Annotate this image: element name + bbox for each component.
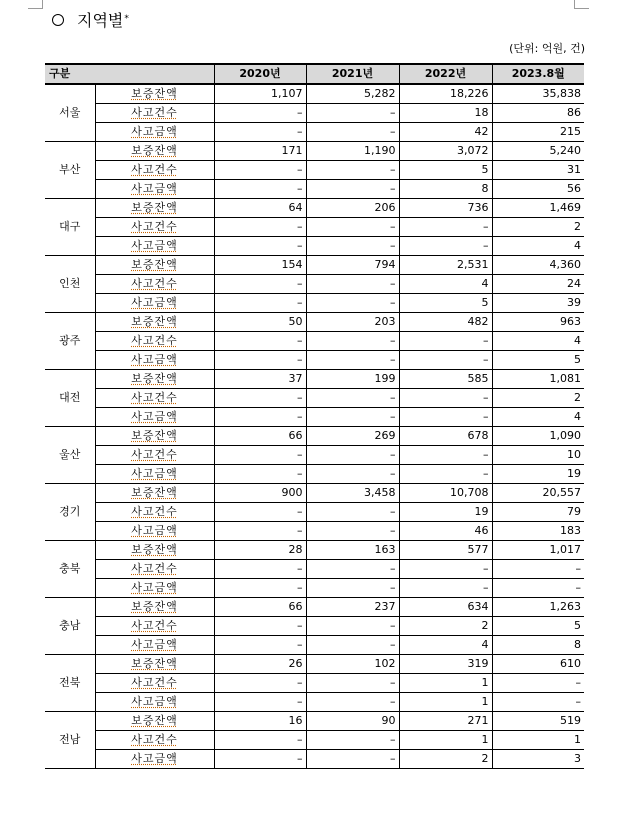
value-cell: – xyxy=(399,465,492,484)
value-cell: – xyxy=(399,237,492,256)
row-label xyxy=(95,256,214,275)
value-cell: 42 xyxy=(399,123,492,142)
table-row xyxy=(45,655,584,674)
bullet-circle-icon xyxy=(52,14,64,26)
table-row xyxy=(45,446,584,465)
row-label-text: 사고건수 xyxy=(131,106,178,119)
row-label xyxy=(95,465,214,484)
value-cell: 28 xyxy=(214,541,306,560)
table-row xyxy=(45,123,584,142)
row-label-text: 보증잔액 xyxy=(131,429,178,442)
table-row xyxy=(45,617,584,636)
row-label xyxy=(95,218,214,237)
value-cell: – xyxy=(214,237,306,256)
row-label xyxy=(95,84,214,104)
value-cell: 577 xyxy=(399,541,492,560)
value-cell: – xyxy=(306,180,399,199)
table-row xyxy=(45,275,584,294)
value-cell: – xyxy=(306,275,399,294)
header-2021: 2021년 xyxy=(306,64,399,84)
value-cell: 8 xyxy=(399,180,492,199)
value-cell: – xyxy=(306,617,399,636)
regional-data-table xyxy=(45,63,584,769)
value-cell: 1,081 xyxy=(492,370,584,389)
value-cell: 199 xyxy=(306,370,399,389)
value-cell: 37 xyxy=(214,370,306,389)
value-cell: – xyxy=(214,674,306,693)
row-label-text: 사고건수 xyxy=(131,676,178,689)
value-cell: 66 xyxy=(214,427,306,446)
value-cell: – xyxy=(306,560,399,579)
footnote-mark: * xyxy=(124,14,129,24)
value-cell: – xyxy=(399,389,492,408)
value-cell: – xyxy=(214,731,306,750)
value-cell: 18 xyxy=(399,104,492,123)
value-cell: 183 xyxy=(492,522,584,541)
row-label-text: 보증잔액 xyxy=(131,543,178,556)
value-cell: – xyxy=(306,693,399,712)
row-label-text: 사고금액 xyxy=(131,467,178,480)
row-label xyxy=(95,484,214,503)
row-label xyxy=(95,142,214,161)
value-cell: – xyxy=(214,636,306,655)
region-name: 전남 xyxy=(45,712,95,769)
row-label xyxy=(95,731,214,750)
row-label-text: 사고금액 xyxy=(131,752,178,765)
value-cell: 1 xyxy=(399,674,492,693)
value-cell: 1,190 xyxy=(306,142,399,161)
value-cell: 3,072 xyxy=(399,142,492,161)
row-label xyxy=(95,408,214,427)
row-label xyxy=(95,123,214,142)
value-cell: 8 xyxy=(492,636,584,655)
row-label xyxy=(95,712,214,731)
row-label-text: 사고건수 xyxy=(131,505,178,518)
value-cell: 319 xyxy=(399,655,492,674)
value-cell: – xyxy=(492,579,584,598)
region-name: 서울 xyxy=(45,84,95,142)
row-label xyxy=(95,161,214,180)
table-row xyxy=(45,351,584,370)
table-row xyxy=(45,731,584,750)
value-cell: 5 xyxy=(492,351,584,370)
value-cell: 4 xyxy=(399,275,492,294)
value-cell: – xyxy=(306,294,399,313)
value-cell: 31 xyxy=(492,161,584,180)
row-label-text: 사고금액 xyxy=(131,410,178,423)
row-label xyxy=(95,275,214,294)
value-cell: – xyxy=(214,161,306,180)
region-name: 인천 xyxy=(45,256,95,313)
value-cell: – xyxy=(306,522,399,541)
value-cell: – xyxy=(306,332,399,351)
section-title xyxy=(52,8,129,31)
table-row xyxy=(45,332,584,351)
region-name: 부산 xyxy=(45,142,95,199)
section-title-text: 지역별 xyxy=(77,11,124,30)
value-cell: 736 xyxy=(399,199,492,218)
value-cell: 519 xyxy=(492,712,584,731)
value-cell: – xyxy=(306,351,399,370)
row-label xyxy=(95,579,214,598)
value-cell: 5,240 xyxy=(492,142,584,161)
table-row xyxy=(45,484,584,503)
value-cell: – xyxy=(214,465,306,484)
value-cell: 19 xyxy=(492,465,584,484)
row-label-text: 사고건수 xyxy=(131,733,178,746)
table-header-row xyxy=(45,64,584,84)
row-label-text: 사고금액 xyxy=(131,125,178,138)
header-category: 구분 xyxy=(45,64,214,84)
value-cell: 1,090 xyxy=(492,427,584,446)
value-cell: – xyxy=(214,693,306,712)
region-name: 충북 xyxy=(45,541,95,598)
value-cell: – xyxy=(214,522,306,541)
value-cell: 1,469 xyxy=(492,199,584,218)
value-cell: – xyxy=(306,750,399,769)
region-name: 대전 xyxy=(45,370,95,427)
value-cell: – xyxy=(492,674,584,693)
value-cell: – xyxy=(214,408,306,427)
value-cell: – xyxy=(399,218,492,237)
table-row xyxy=(45,408,584,427)
value-cell: – xyxy=(399,408,492,427)
value-cell: – xyxy=(306,104,399,123)
row-label-text: 사고건수 xyxy=(131,619,178,632)
row-label xyxy=(95,294,214,313)
value-cell: – xyxy=(214,617,306,636)
table-row xyxy=(45,750,584,769)
value-cell: 269 xyxy=(306,427,399,446)
value-cell: 4 xyxy=(399,636,492,655)
value-cell: – xyxy=(306,389,399,408)
value-cell: – xyxy=(214,123,306,142)
value-cell: – xyxy=(399,332,492,351)
value-cell: 3,458 xyxy=(306,484,399,503)
row-label-text: 사고금액 xyxy=(131,296,178,309)
table-body xyxy=(45,84,584,769)
value-cell: 90 xyxy=(306,712,399,731)
table-row xyxy=(45,693,584,712)
table-row xyxy=(45,598,584,617)
row-label xyxy=(95,313,214,332)
region-name: 대구 xyxy=(45,199,95,256)
value-cell: 2 xyxy=(399,750,492,769)
page-corner-mark-right xyxy=(574,0,589,9)
value-cell: 56 xyxy=(492,180,584,199)
row-label xyxy=(95,503,214,522)
table-row xyxy=(45,104,584,123)
value-cell: 79 xyxy=(492,503,584,522)
row-label-text: 사고금액 xyxy=(131,239,178,252)
value-cell: – xyxy=(306,731,399,750)
row-label xyxy=(95,446,214,465)
value-cell: – xyxy=(214,750,306,769)
value-cell: – xyxy=(306,503,399,522)
row-label xyxy=(95,332,214,351)
header-2023-aug: 2023.8월 xyxy=(492,64,584,84)
value-cell: 794 xyxy=(306,256,399,275)
row-label-text: 보증잔액 xyxy=(131,372,178,385)
value-cell: 10,708 xyxy=(399,484,492,503)
row-label xyxy=(95,351,214,370)
table-row xyxy=(45,180,584,199)
table-row xyxy=(45,161,584,180)
table-row xyxy=(45,427,584,446)
value-cell: – xyxy=(399,579,492,598)
value-cell: 3 xyxy=(492,750,584,769)
value-cell: – xyxy=(306,218,399,237)
table-row xyxy=(45,522,584,541)
table-row xyxy=(45,142,584,161)
region-name: 경기 xyxy=(45,484,95,541)
region-name: 광주 xyxy=(45,313,95,370)
row-label-text: 사고건수 xyxy=(131,334,178,347)
value-cell: 1 xyxy=(399,731,492,750)
row-label-text: 사고금액 xyxy=(131,353,178,366)
value-cell: 5 xyxy=(492,617,584,636)
value-cell: – xyxy=(214,218,306,237)
table-row xyxy=(45,560,584,579)
row-label xyxy=(95,560,214,579)
value-cell: 163 xyxy=(306,541,399,560)
table-row xyxy=(45,503,584,522)
value-cell: – xyxy=(214,579,306,598)
value-cell: 610 xyxy=(492,655,584,674)
unit-note: (단위: 억원, 건) xyxy=(509,42,585,55)
row-label xyxy=(95,237,214,256)
value-cell: – xyxy=(214,104,306,123)
table-row xyxy=(45,294,584,313)
row-label-text: 사고건수 xyxy=(131,220,178,233)
table-row xyxy=(45,84,584,104)
table-row xyxy=(45,674,584,693)
header-2022: 2022년 xyxy=(399,64,492,84)
value-cell: 35,838 xyxy=(492,84,584,104)
row-label-text: 보증잔액 xyxy=(131,87,178,100)
value-cell: 102 xyxy=(306,655,399,674)
value-cell: 4,360 xyxy=(492,256,584,275)
value-cell: 5,282 xyxy=(306,84,399,104)
table-row xyxy=(45,199,584,218)
row-label-text: 사고금액 xyxy=(131,182,178,195)
value-cell: 4 xyxy=(492,237,584,256)
row-label-text: 보증잔액 xyxy=(131,201,178,214)
value-cell: 5 xyxy=(399,161,492,180)
row-label xyxy=(95,427,214,446)
table-row xyxy=(45,389,584,408)
value-cell: 963 xyxy=(492,313,584,332)
row-label xyxy=(95,370,214,389)
table-row xyxy=(45,256,584,275)
value-cell: 2 xyxy=(399,617,492,636)
row-label xyxy=(95,199,214,218)
value-cell: 39 xyxy=(492,294,584,313)
page-corner-mark-left xyxy=(28,0,43,9)
table-row xyxy=(45,579,584,598)
value-cell: – xyxy=(399,446,492,465)
row-label xyxy=(95,598,214,617)
row-label xyxy=(95,617,214,636)
value-cell: – xyxy=(214,180,306,199)
value-cell: – xyxy=(214,332,306,351)
value-cell: 271 xyxy=(399,712,492,731)
row-label-text: 보증잔액 xyxy=(131,258,178,271)
value-cell: 678 xyxy=(399,427,492,446)
value-cell: 19 xyxy=(399,503,492,522)
row-label-text: 보증잔액 xyxy=(131,486,178,499)
row-label xyxy=(95,541,214,560)
row-label xyxy=(95,180,214,199)
value-cell: – xyxy=(306,636,399,655)
row-label xyxy=(95,693,214,712)
value-cell: 86 xyxy=(492,104,584,123)
table-row xyxy=(45,712,584,731)
row-label xyxy=(95,104,214,123)
row-label-text: 사고건수 xyxy=(131,448,178,461)
region-name: 울산 xyxy=(45,427,95,484)
value-cell: 2,531 xyxy=(399,256,492,275)
value-cell: 5 xyxy=(399,294,492,313)
value-cell: 46 xyxy=(399,522,492,541)
value-cell: 2 xyxy=(492,218,584,237)
value-cell: 154 xyxy=(214,256,306,275)
value-cell: 64 xyxy=(214,199,306,218)
row-label xyxy=(95,389,214,408)
value-cell: 1 xyxy=(492,731,584,750)
row-label xyxy=(95,522,214,541)
row-label-text: 보증잔액 xyxy=(131,714,178,727)
value-cell: 1,263 xyxy=(492,598,584,617)
header-2020: 2020년 xyxy=(214,64,306,84)
value-cell: – xyxy=(214,351,306,370)
row-label-text: 사고건수 xyxy=(131,163,178,176)
value-cell: – xyxy=(306,161,399,180)
row-label-text: 보증잔액 xyxy=(131,657,178,670)
value-cell: 10 xyxy=(492,446,584,465)
value-cell: – xyxy=(214,560,306,579)
value-cell: – xyxy=(492,693,584,712)
row-label xyxy=(95,655,214,674)
value-cell: 24 xyxy=(492,275,584,294)
value-cell: 26 xyxy=(214,655,306,674)
value-cell: – xyxy=(306,123,399,142)
value-cell: – xyxy=(214,275,306,294)
value-cell: 206 xyxy=(306,199,399,218)
value-cell: 4 xyxy=(492,332,584,351)
row-label-text: 사고금액 xyxy=(131,524,178,537)
value-cell: 2 xyxy=(492,389,584,408)
value-cell: 1,107 xyxy=(214,84,306,104)
value-cell: 1 xyxy=(399,693,492,712)
value-cell: 237 xyxy=(306,598,399,617)
value-cell: 1,017 xyxy=(492,541,584,560)
value-cell: – xyxy=(306,465,399,484)
value-cell: 50 xyxy=(214,313,306,332)
value-cell: – xyxy=(214,446,306,465)
value-cell: – xyxy=(492,560,584,579)
value-cell: 900 xyxy=(214,484,306,503)
row-label-text: 사고금액 xyxy=(131,695,178,708)
row-label xyxy=(95,674,214,693)
value-cell: – xyxy=(399,351,492,370)
value-cell: 16 xyxy=(214,712,306,731)
table-row xyxy=(45,370,584,389)
value-cell: – xyxy=(306,674,399,693)
value-cell: 18,226 xyxy=(399,84,492,104)
table-row xyxy=(45,465,584,484)
value-cell: 171 xyxy=(214,142,306,161)
value-cell: 634 xyxy=(399,598,492,617)
value-cell: 20,557 xyxy=(492,484,584,503)
row-label-text: 보증잔액 xyxy=(131,600,178,613)
value-cell: 482 xyxy=(399,313,492,332)
value-cell: 203 xyxy=(306,313,399,332)
region-name: 전북 xyxy=(45,655,95,712)
table-row xyxy=(45,218,584,237)
table-row xyxy=(45,313,584,332)
row-label-text: 보증잔액 xyxy=(131,144,178,157)
region-name: 충남 xyxy=(45,598,95,655)
value-cell: – xyxy=(399,560,492,579)
table-row xyxy=(45,636,584,655)
value-cell: – xyxy=(306,579,399,598)
value-cell: 585 xyxy=(399,370,492,389)
value-cell: – xyxy=(214,503,306,522)
row-label-text: 보증잔액 xyxy=(131,315,178,328)
row-label-text: 사고건수 xyxy=(131,391,178,404)
row-label xyxy=(95,750,214,769)
value-cell: – xyxy=(214,389,306,408)
row-label xyxy=(95,636,214,655)
value-cell: – xyxy=(214,294,306,313)
value-cell: 215 xyxy=(492,123,584,142)
table-row xyxy=(45,541,584,560)
value-cell: – xyxy=(306,237,399,256)
table-row xyxy=(45,237,584,256)
row-label-text: 사고금액 xyxy=(131,638,178,651)
row-label-text: 사고건수 xyxy=(131,562,178,575)
row-label-text: 사고건수 xyxy=(131,277,178,290)
value-cell: – xyxy=(306,446,399,465)
value-cell: 66 xyxy=(214,598,306,617)
value-cell: 4 xyxy=(492,408,584,427)
value-cell: – xyxy=(306,408,399,427)
row-label-text: 사고금액 xyxy=(131,581,178,594)
